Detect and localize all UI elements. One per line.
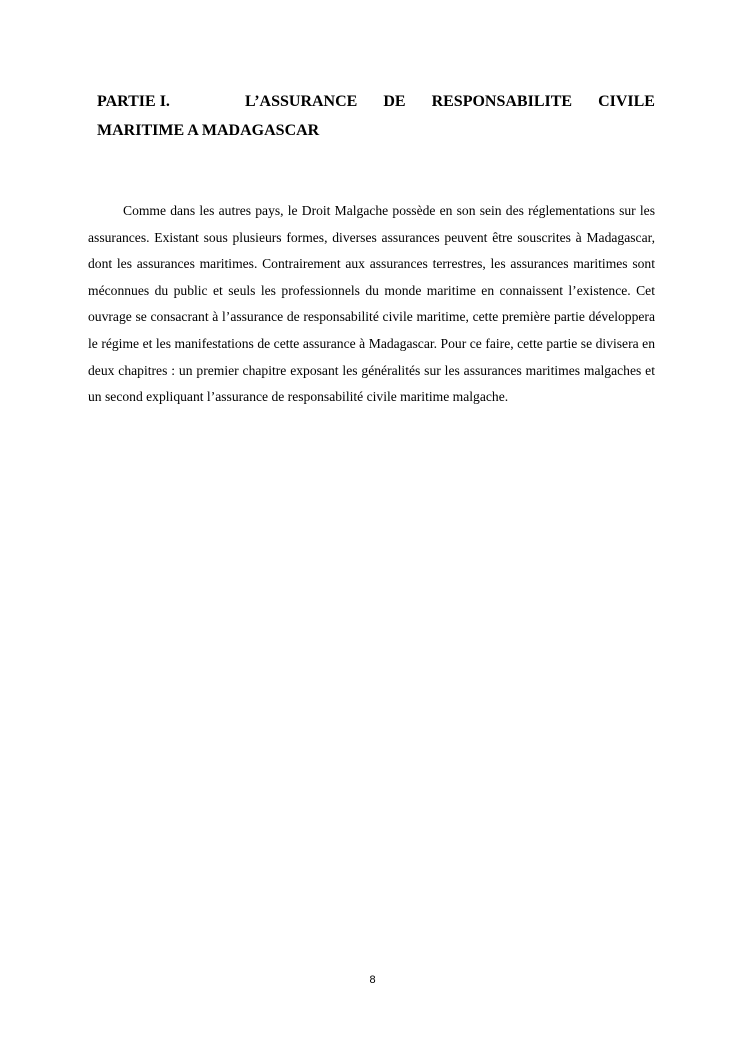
part-heading-line-2: MARITIME A MADAGASCAR (97, 122, 320, 139)
part-heading (97, 87, 655, 145)
heading-word: RESPONSABILITE (431, 93, 573, 110)
heading-word: DE (383, 93, 406, 110)
heading-word: L’ASSURANCE (245, 93, 358, 110)
intro-paragraph: Comme dans les autres pays, le Droit Malgache possède en son sein des réglementations sur les assurances. Existant sous plusieurs formes, diverses assurances peuvent être souscrites à Madagascar, dont les assurances maritimes. Contrairement aux assurances terrestres, les assurances maritimes sont méconnues du public et seuls les professionnels du monde maritime en connaissent l’existence. Cet ouvrage se consacrant à l’assurance de responsabilité civile maritime, cette première partie développera le régime et les manifestations de cette assurance à Madagascar. Pour ce faire, cette partie se divisera en deux chapitres : un premier chapitre exposant les généralités sur les assurances maritimes malgaches et un second expliquant l’assurance de responsabilité civile maritime malgache. (88, 203, 655, 405)
part-label: PARTIE I. (97, 93, 170, 110)
part-heading-line-1 (97, 87, 655, 116)
heading-word: CIVILE (598, 93, 655, 110)
page-number: 8 (369, 974, 376, 986)
